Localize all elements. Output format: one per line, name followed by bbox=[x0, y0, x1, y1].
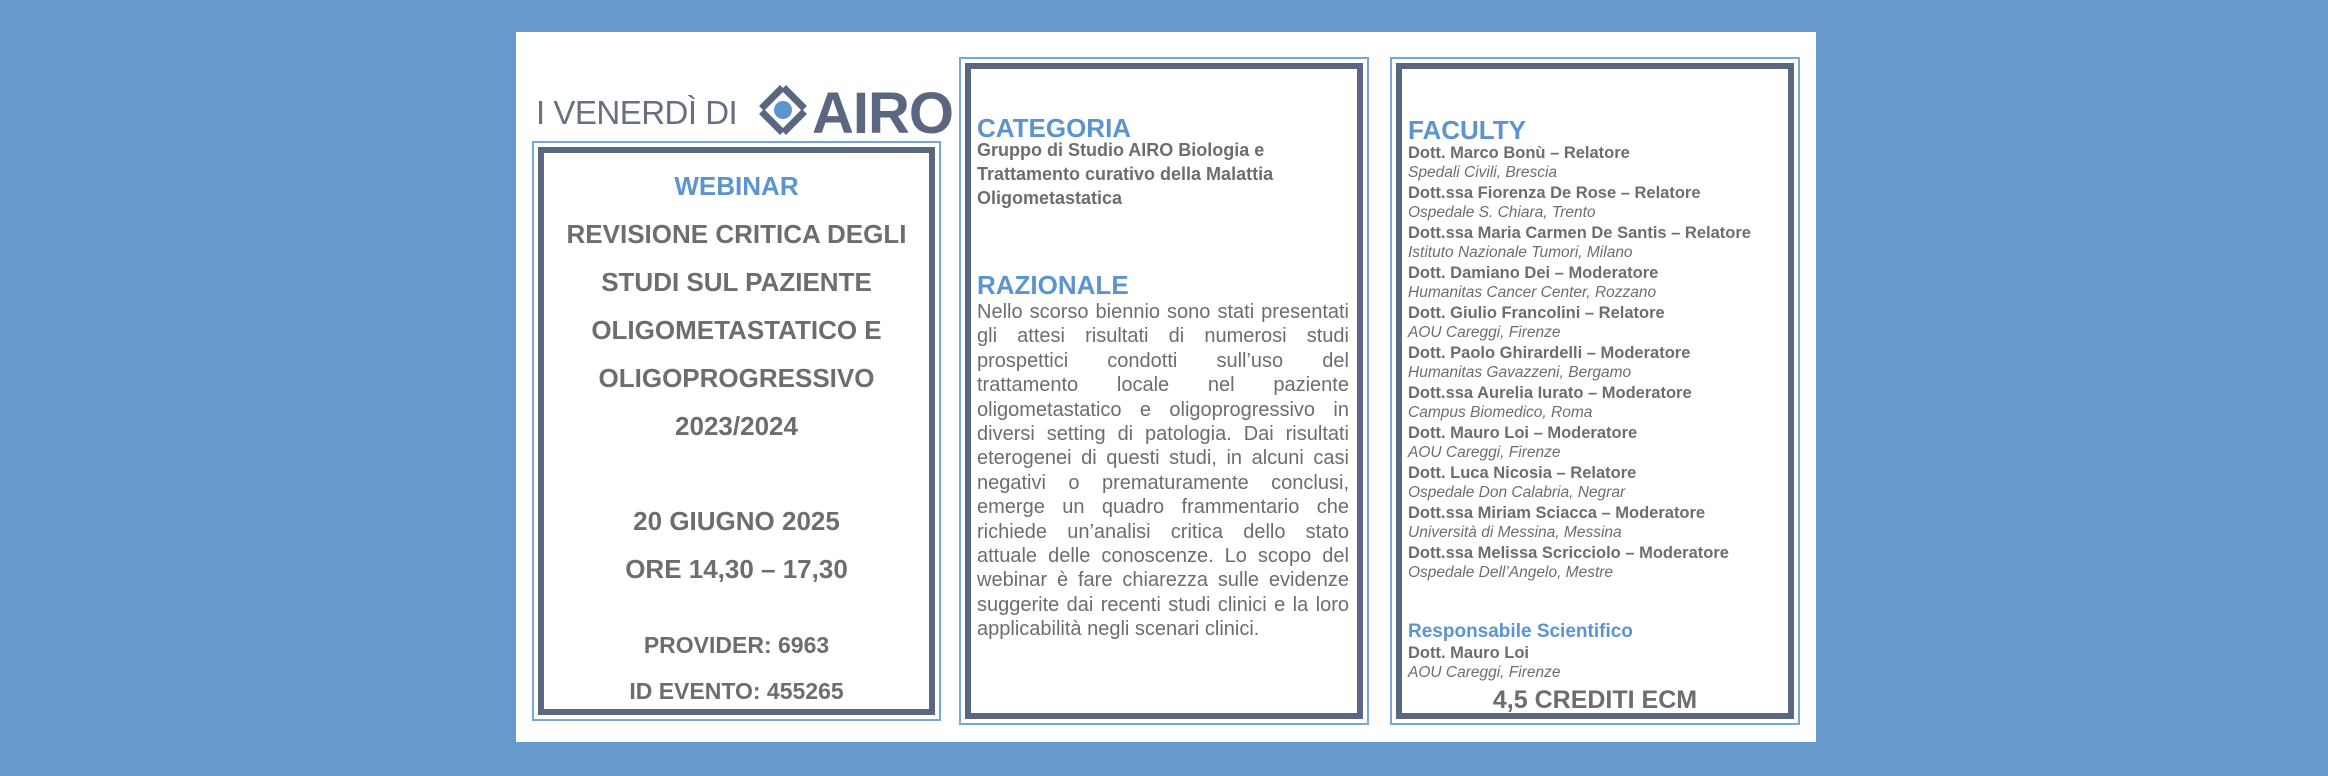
webinar-title-line: OLIGOPROGRESSIVO bbox=[598, 363, 875, 393]
responsabile-name: Dott. Mauro Loi bbox=[1408, 644, 1529, 662]
faculty-place: Università di Messina, Messina bbox=[1408, 524, 1622, 541]
webinar-panel-border bbox=[538, 147, 935, 715]
faculty-name: Dott.ssa Melissa Scricciolo – Moderatore bbox=[1408, 544, 1729, 562]
faculty-member bbox=[1408, 343, 1788, 383]
webinar-panel bbox=[532, 141, 941, 721]
categoria-heading: CATEGORIA bbox=[977, 113, 1132, 143]
webinar-time: ORE 14,30 – 17,30 bbox=[625, 554, 848, 584]
razionale-text: Nello scorso biennio sono stati presentati gli attesi risultati di numerosi studi prospettici condotti sull’uso del trattamento locale nel paziente oligometastatico e oligoprogressivo in diversi setting di patologia. Dai risultati eterogenei di questi studi, in alcuni casi negativi o prematuramente conclusi, emerge un quadro frammentario che richiede un’analisi critica dello stato attuale delle conoscenze. Lo scopo del webinar è fare chiarezza sulle evidenze suggerite dai recenti studi clinici e la loro applicabilità negli scenari clinici. bbox=[977, 301, 1349, 641]
faculty-name: Dott.ssa Fiorenza De Rose – Relatore bbox=[1408, 184, 1701, 202]
flyer-sheet bbox=[516, 32, 1816, 742]
faculty-place: Istituto Nazionale Tumori, Milano bbox=[1408, 244, 1633, 261]
faculty-place: Ospedale Don Calabria, Negrar bbox=[1408, 484, 1626, 501]
faculty-heading: FACULTY bbox=[1408, 115, 1526, 145]
categoria-text: Gruppo di Studio AIRO Biologia e Trattamento curativo della Malattia Oligometastatica bbox=[977, 140, 1274, 208]
razionale-heading: RAZIONALE bbox=[977, 270, 1129, 300]
webinar-date: 20 GIUGNO 2025 bbox=[633, 506, 840, 536]
faculty-panel bbox=[1390, 57, 1800, 725]
airo-logo-icon bbox=[756, 82, 808, 138]
crediti-ecm: 4,5 CREDITI ECM bbox=[1492, 686, 1698, 714]
webinar-year: 2023/2024 bbox=[675, 411, 798, 441]
responsabile-title: Responsabile Scientifico bbox=[1408, 621, 1633, 642]
provider-id: PROVIDER: 6963 bbox=[643, 632, 830, 658]
faculty-member bbox=[1408, 223, 1788, 263]
faculty-member bbox=[1408, 183, 1788, 223]
faculty-place: Campus Biomedico, Roma bbox=[1408, 404, 1593, 421]
faculty-member bbox=[1408, 143, 1788, 183]
webinar-title-line: OLIGOMETASTATICO E bbox=[591, 315, 882, 345]
faculty-name: Dott. Paolo Ghirardelli – Moderatore bbox=[1408, 344, 1691, 362]
faculty-member bbox=[1408, 423, 1788, 463]
faculty-place: AOU Careggi, Firenze bbox=[1408, 324, 1561, 341]
faculty-place: AOU Careggi, Firenze bbox=[1408, 444, 1561, 461]
faculty-place: Humanitas Cancer Center, Rozzano bbox=[1408, 284, 1657, 301]
categoria-panel bbox=[959, 57, 1369, 725]
faculty-place: Ospedale S. Chiara, Trento bbox=[1408, 204, 1596, 221]
faculty-list bbox=[1408, 143, 1788, 583]
logo-prefix: I VENERDÌ DI bbox=[536, 94, 738, 131]
faculty-name: Dott.ssa Aurelia Iurato – Moderatore bbox=[1408, 384, 1692, 402]
faculty-name: Dott. Luca Nicosia – Relatore bbox=[1408, 464, 1637, 482]
webinar-label: WEBINAR bbox=[674, 171, 799, 201]
faculty-name: Dott. Mauro Loi – Moderatore bbox=[1408, 424, 1638, 442]
faculty-member bbox=[1408, 463, 1788, 503]
faculty-member bbox=[1408, 263, 1788, 303]
faculty-place: Ospedale Dell’Angelo, Mestre bbox=[1408, 564, 1614, 581]
faculty-place: Spedali Civili, Brescia bbox=[1408, 164, 1558, 181]
event-id: ID EVENTO: 455265 bbox=[629, 678, 844, 704]
faculty-member bbox=[1408, 303, 1788, 343]
webinar-title-line: REVISIONE CRITICA DEGLI bbox=[566, 219, 907, 249]
faculty-member bbox=[1408, 383, 1788, 423]
responsabile-place: AOU Careggi, Firenze bbox=[1408, 664, 1561, 681]
faculty-member bbox=[1408, 543, 1788, 583]
faculty-name: Dott. Damiano Dei – Moderatore bbox=[1408, 264, 1659, 282]
faculty-name: Dott. Giulio Francolini – Relatore bbox=[1408, 304, 1665, 322]
faculty-name: Dott.ssa Miriam Sciacca – Moderatore bbox=[1408, 504, 1706, 522]
webinar-title-line: STUDI SUL PAZIENTE bbox=[601, 267, 872, 297]
faculty-place: Humanitas Gavazzeni, Bergamo bbox=[1408, 364, 1632, 381]
faculty-name: Dott.ssa Maria Carmen De Santis – Relatore bbox=[1408, 224, 1751, 242]
logo-brand: AIRO bbox=[812, 81, 953, 146]
airo-logo bbox=[536, 81, 956, 146]
faculty-member bbox=[1408, 503, 1788, 543]
faculty-name: Dott. Marco Bonù – Relatore bbox=[1408, 144, 1630, 162]
